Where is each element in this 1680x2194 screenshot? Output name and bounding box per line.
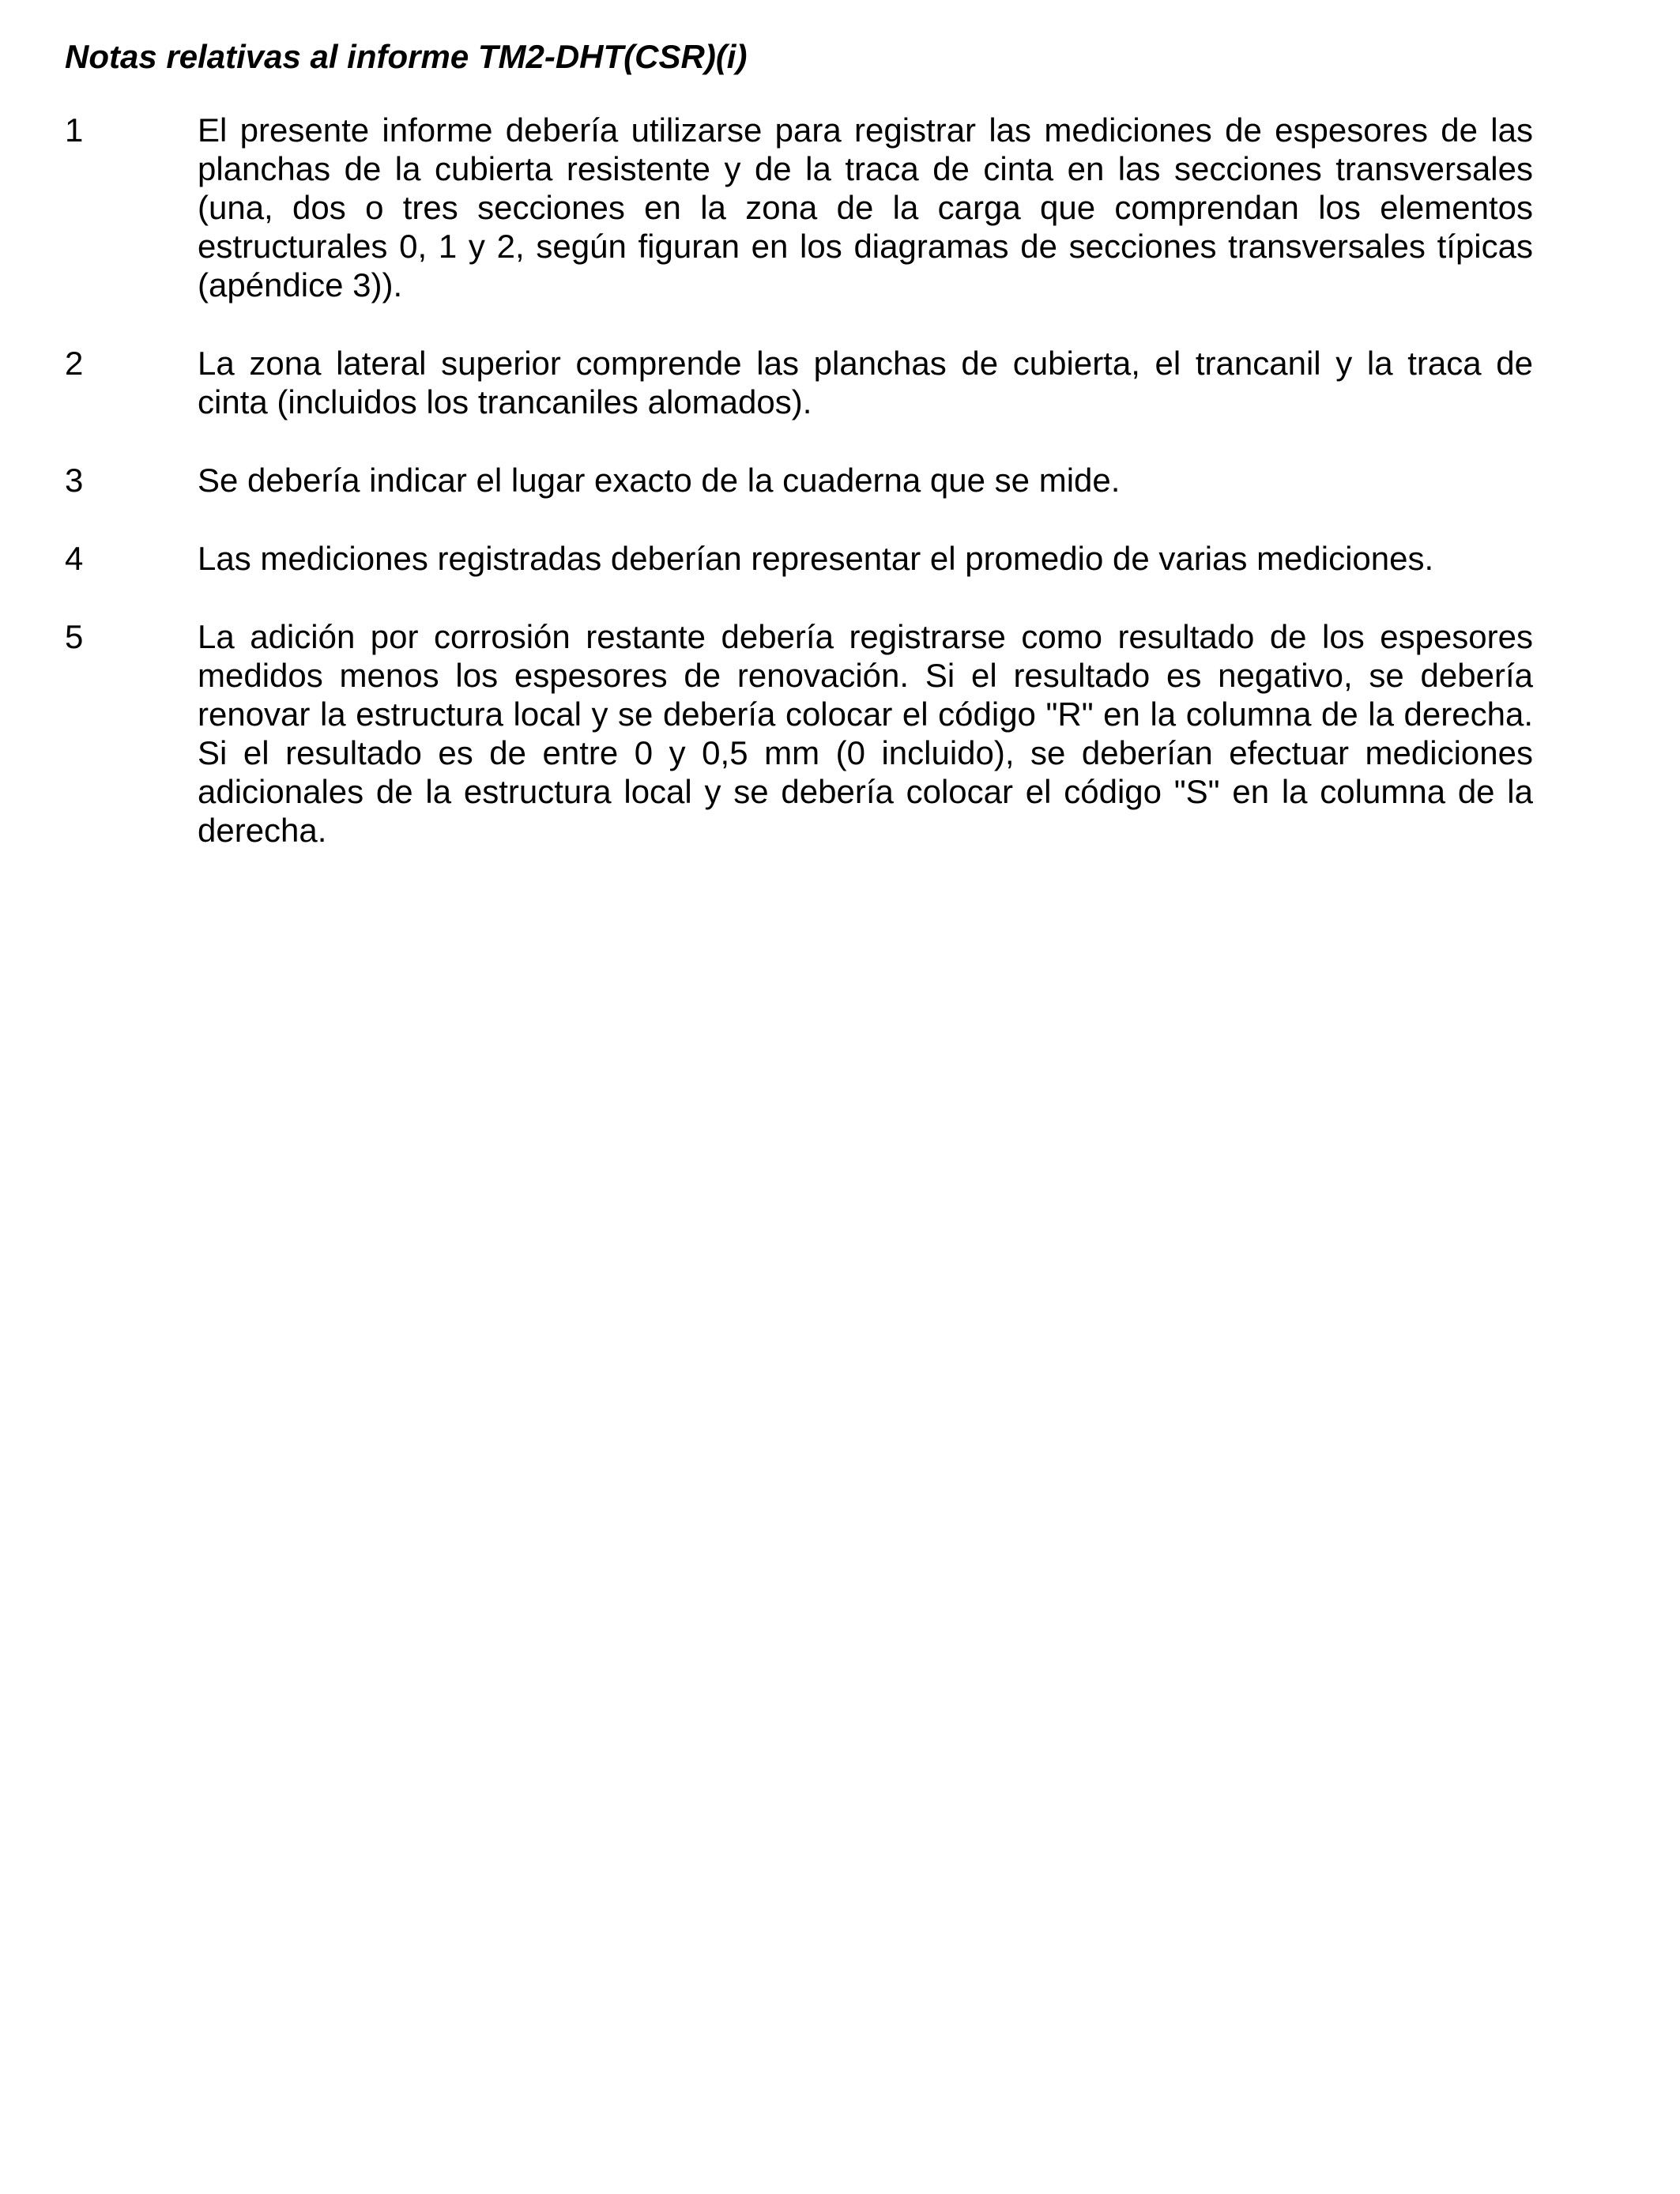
note-item [65,461,1533,499]
note-text: Las mediciones registradas deberían representar el promedio de varias mediciones. [198,540,1434,577]
note-number: 2 [65,345,84,382]
note-number: 4 [65,540,84,577]
note-text: Se debería indicar el lugar exacto de la cuaderna que se mide. [198,462,1121,499]
note-number: 5 [65,618,84,655]
note-item [65,111,1533,304]
note-item [65,344,1533,421]
note-item [65,617,1533,850]
note-number: 1 [65,111,84,149]
note-item [65,539,1533,578]
notes-list [65,111,1533,889]
note-number: 3 [65,462,84,499]
note-text: La zona lateral superior comprende las planchas de cubierta, el trancanil y la traca de cinta (incluidos los trancaniles alomados). [198,345,1533,420]
notes-title: Notas relativas al informe TM2-DHT(CSR)(i) [65,38,748,75]
note-text: La adición por corrosión restante debería registrarse como resultado de los espesores medidos menos los espesores de renovación. Si el resultado es negativo, se debería renovar la estructura local y se debería colocar el código "R" en la columna de la derecha. Si el resultado es de entre 0 y 0,5 mm (0 incluido), se deberían efectuar mediciones adicionales de la estructura local y se debería colocar el código "S" en la columna de la derecha. [198,618,1533,849]
note-text: El presente informe debería utilizarse para registrar las mediciones de espesores de las planchas de la cubierta resistente y de la traca de cinta en las secciones transversales (una, dos o tres secciones en la zona de la carga que comprendan los elementos estructurales 0, 1 y 2, según figuran en los diagramas de secciones transversales típicas (apéndice 3)). [198,111,1533,303]
